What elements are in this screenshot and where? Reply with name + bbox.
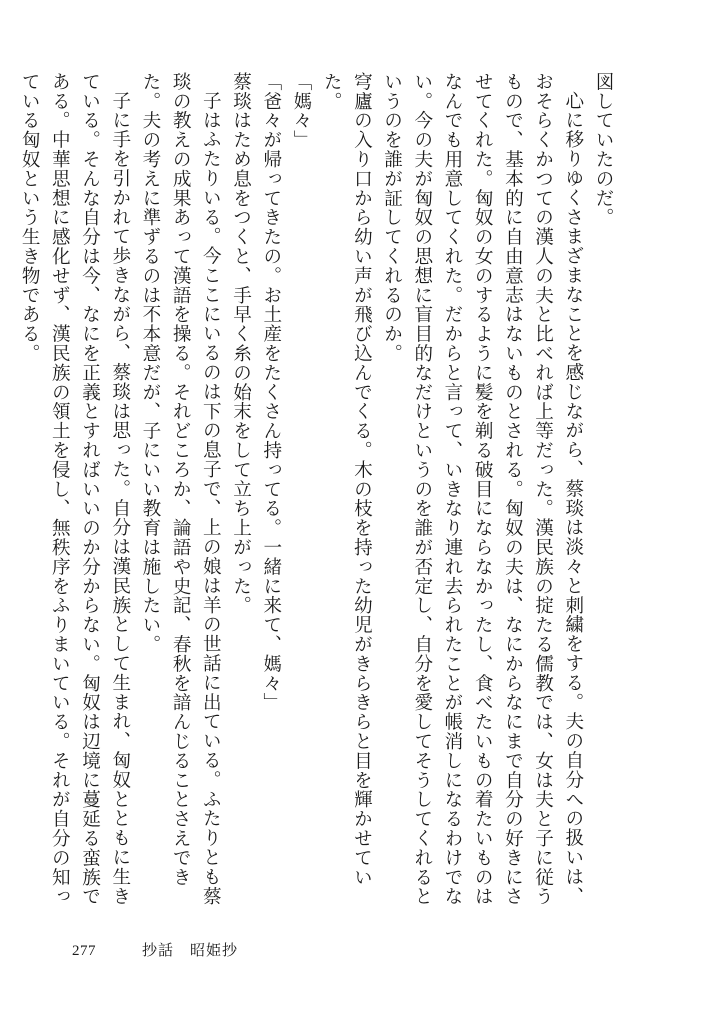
vertical-body-text bbox=[14, 72, 618, 908]
paragraph-2: 心に移りゆくさまざまなことを感じながら、蔡琰は淡々と刺繍をする。夫の自分への扱いは、おそらくかつての漢人の夫と比べれば上等だった。漢民族の掟たる儒教では、女は夫と子に従うもので、基本的に自由意志はないものとされる。匈奴の夫は、なにからなにまで自分の好きにさせてくれた。匈奴の女のするように髪を剃る破目にならなかったし、食べたいもの着たいものはなんでも用意してくれた。だからと言って、いきなり連れ去られたことが帳消しになるわけでない。今の夫が匈奴の思想に盲目的なだけというのを誰が否定し、自分を愛してそうしてくれるというのを誰が証してくれるのか。 bbox=[381, 72, 584, 907]
paragraph-8: 子に手を引かれて歩きながら、蔡琰は思った。自分は漢民族として生まれ、匈奴とともに生きている。そんな自分は今、なにを正義とすればいいのか分からない。匈奴は辺境に蔓延る蛮族である。中華思想に感化せず、漢民族の領土を侵し、無秩序をふりまいている。それが自分の知っている匈奴という生き物である。 bbox=[19, 72, 131, 907]
paragraph-5-dialogue: 「爸々が帰ってきたの。お土産をたくさん持ってる。一緒に来て、媽々」 bbox=[260, 72, 282, 713]
section-title: 抄話 bbox=[142, 941, 175, 959]
paragraph-6: 蔡琰はため息をつくと、手早く糸の始末をして立ち上がった。 bbox=[230, 72, 252, 616]
running-title bbox=[142, 939, 238, 960]
paragraph-3: 穹廬の入り口から幼い声が飛び込んでくる。木の枝を持った幼児がきらきらと目を輝かせていた。 bbox=[321, 72, 373, 887]
page-number: 277 bbox=[72, 943, 96, 959]
paragraph-4-dialogue: 「媽々」 bbox=[290, 72, 312, 150]
chapter-title: 昭姫抄 bbox=[190, 941, 239, 959]
paragraph-7: 子はふたりいる。今ここにいるのは下の息子で、上の娘は羊の世話に出ている。ふたりとも蔡琰の教えの成果あって漢語を操る。それどころか、論語や史記、春秋を諳んじることさえできた。夫の考えに準ずるのは不本意だが、子にいい教育は施したい。 bbox=[139, 72, 222, 906]
page-footer bbox=[72, 939, 238, 960]
paragraph-1: 図していたのだ。 bbox=[593, 72, 614, 228]
